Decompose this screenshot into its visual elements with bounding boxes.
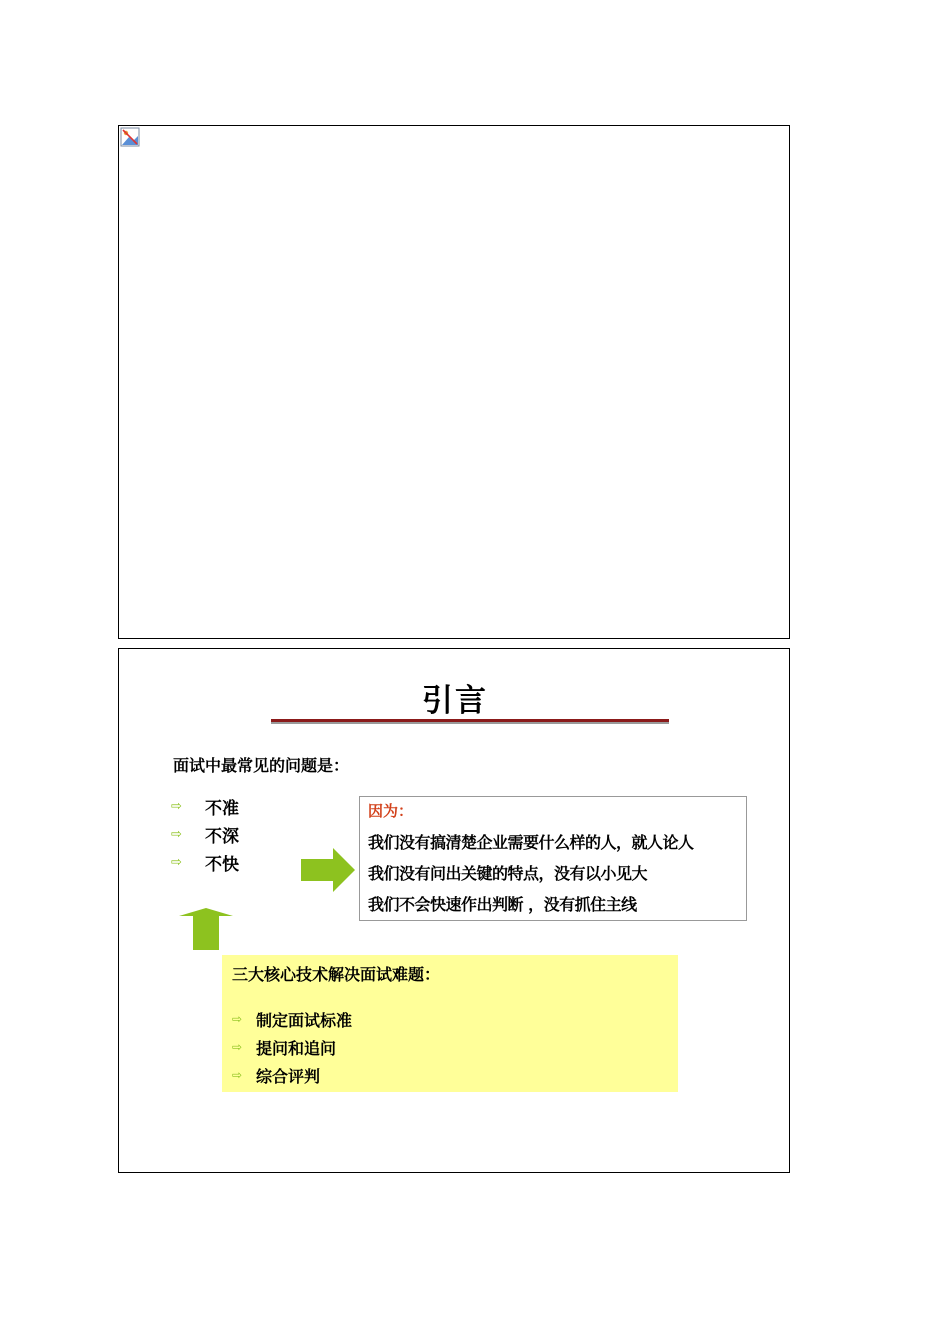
technique-label: 提问和追问 (256, 1038, 337, 1058)
arrow-bullet-icon: ⇨ (171, 798, 182, 814)
technique-label: 制定面试标准 (256, 1010, 353, 1030)
technique-box (222, 955, 678, 1092)
title-underline (271, 719, 669, 725)
broken-image-icon (120, 127, 140, 147)
slide-1 (118, 125, 790, 639)
arrow-up-icon (179, 908, 233, 950)
list-item (171, 792, 239, 820)
problem-label: 不准 (205, 798, 239, 819)
technique-title: 三大核心技术解决面试难题： (232, 965, 441, 984)
reason-title: 因为： (368, 802, 414, 820)
list-item (232, 1005, 668, 1033)
slide-title: 引言 (422, 683, 488, 719)
arrow-right-icon (301, 848, 355, 892)
reason-line: 我们不会快速作出判断 ，没有抓住主线 (368, 895, 637, 914)
problem-label: 不快 (205, 854, 239, 875)
reason-line: 我们没有搞清楚企业需要什么样的人，就人论人 (368, 833, 694, 852)
problem-label: 不深 (205, 826, 239, 847)
arrow-bullet-icon: ⇨ (232, 1068, 243, 1082)
arrow-bullet-icon: ⇨ (171, 826, 182, 842)
list-item (232, 1033, 668, 1061)
intro-text: 面试中最常见的问题是： (173, 756, 350, 775)
technique-list (232, 1005, 668, 1089)
problem-list (171, 792, 239, 876)
arrow-bullet-icon: ⇨ (232, 1040, 243, 1054)
list-item (232, 1061, 668, 1089)
reason-box (359, 796, 747, 921)
list-item (171, 848, 239, 876)
list-item (171, 820, 239, 848)
arrow-bullet-icon: ⇨ (232, 1012, 243, 1026)
reason-line: 我们没有问出关键的特点，没有以小见大 (368, 864, 648, 883)
technique-label: 综合评判 (256, 1066, 321, 1086)
arrow-bullet-icon: ⇨ (171, 854, 182, 870)
slide-2 (118, 648, 790, 1173)
